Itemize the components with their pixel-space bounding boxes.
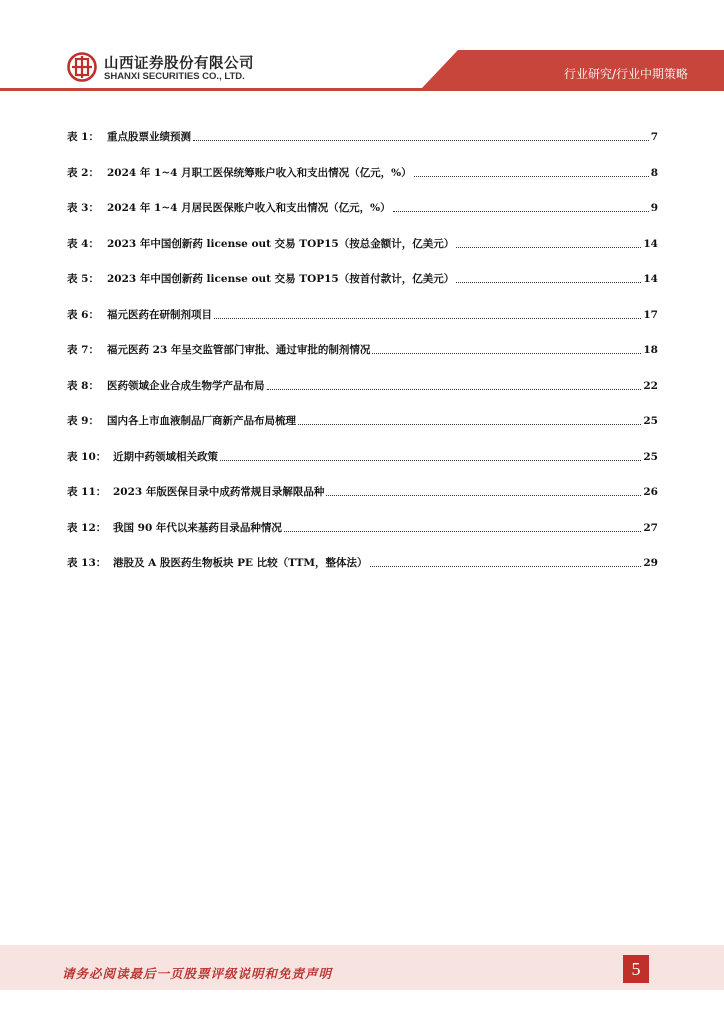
toc-page: 25 (643, 415, 658, 427)
toc-leader-dots (284, 531, 641, 532)
toc-title: 我国 90 年代以来基药目录品种情况 (113, 522, 282, 534)
toc-page: 8 (650, 167, 658, 179)
toc-entry[interactable] (67, 306, 658, 322)
toc-page: 29 (643, 557, 658, 569)
footer-disclaimer: 请务必阅读最后一页股票评级说明和免责声明 (62, 966, 333, 981)
toc-title: 2024 年 1~4 月居民医保账户收入和支出情况（亿元，%） (107, 202, 391, 214)
toc-entry[interactable] (67, 270, 658, 286)
toc-leader-dots (220, 460, 641, 461)
toc-page: 7 (650, 131, 658, 143)
toc-title: 2023 年中国创新药 license out 交易 TOP15（按首付款计，亿美元） (107, 273, 455, 285)
toc-entry[interactable] (67, 235, 658, 251)
toc-entry[interactable] (67, 341, 658, 357)
report-type-label: 行业研究/行业中期策略 (563, 67, 688, 81)
toc-page: 22 (643, 380, 658, 392)
toc-page: 18 (643, 344, 658, 356)
toc-leader-dots (456, 282, 641, 283)
toc-title: 重点股票业绩预测 (107, 131, 191, 143)
toc-label: 表 3： (67, 202, 99, 214)
toc-title: 医药领域企业合成生物学产品布局 (107, 380, 265, 392)
toc-label: 表 10： (67, 451, 107, 463)
toc-leader-dots (326, 495, 641, 496)
company-name-cn: 山西证券股份有限公司 (104, 56, 254, 72)
toc-leader-dots (267, 389, 642, 390)
toc-title: 福元医药 23 年呈交监管部门审批、通过审批的制剂情况 (107, 344, 371, 356)
toc-page: 25 (643, 451, 658, 463)
toc-entry[interactable] (67, 128, 658, 144)
toc-entry[interactable] (67, 554, 658, 570)
toc-title: 近期中药领域相关政策 (113, 451, 218, 463)
toc-leader-dots (193, 140, 649, 141)
toc-leader-dots (214, 318, 641, 319)
toc-page: 14 (643, 273, 658, 285)
toc-label: 表 5： (67, 273, 99, 285)
toc-title: 2024 年 1~4 月职工医保统筹账户收入和支出情况（亿元，%） (107, 167, 412, 179)
toc-title: 2023 年版医保目录中成药常规目录解限品种 (113, 486, 325, 498)
toc-title: 福元医药在研制剂项目 (107, 309, 212, 321)
toc-label: 表 9： (67, 415, 99, 427)
toc-entry[interactable] (67, 412, 658, 428)
toc-title: 港股及 A 股医药生物板块 PE 比较（TTM，整体法） (113, 557, 368, 569)
toc-label: 表 6： (67, 309, 99, 321)
toc-title: 2023 年中国创新药 license out 交易 TOP15（按总金额计，亿美元） (107, 238, 455, 250)
toc-leader-dots (298, 424, 641, 425)
toc-label: 表 1： (67, 131, 99, 143)
toc-leader-dots (393, 211, 649, 212)
toc-label: 表 12： (67, 522, 107, 534)
page-header (0, 0, 724, 100)
toc-entry[interactable] (67, 519, 658, 535)
toc-page: 9 (650, 202, 658, 214)
toc-entry[interactable] (67, 164, 658, 180)
toc-entry[interactable] (67, 448, 658, 464)
toc-label: 表 7： (67, 344, 99, 356)
company-logo-icon (67, 52, 97, 82)
toc-leader-dots (414, 176, 649, 177)
toc-leader-dots (456, 247, 641, 248)
toc-entry[interactable] (67, 483, 658, 499)
company-name-en: SHANXI SECURITIES CO., LTD. (104, 71, 245, 82)
toc-page: 27 (643, 522, 658, 534)
toc-title: 国内各上市血液制品厂商新产品布局梳理 (107, 415, 296, 427)
page-number: 5 (623, 955, 649, 983)
toc-page: 26 (643, 486, 658, 498)
toc-label: 表 4： (67, 238, 99, 250)
header-banner (0, 0, 724, 100)
toc-label: 表 13： (67, 557, 107, 569)
toc-leader-dots (372, 353, 641, 354)
toc-leader-dots (370, 566, 642, 567)
toc-page: 17 (643, 309, 658, 321)
toc-entry[interactable] (67, 377, 658, 393)
toc-page: 14 (643, 238, 658, 250)
toc-label: 表 11： (67, 486, 107, 498)
toc-label: 表 2： (67, 167, 99, 179)
toc-entry[interactable] (67, 199, 658, 215)
toc-label: 表 8： (67, 380, 99, 392)
